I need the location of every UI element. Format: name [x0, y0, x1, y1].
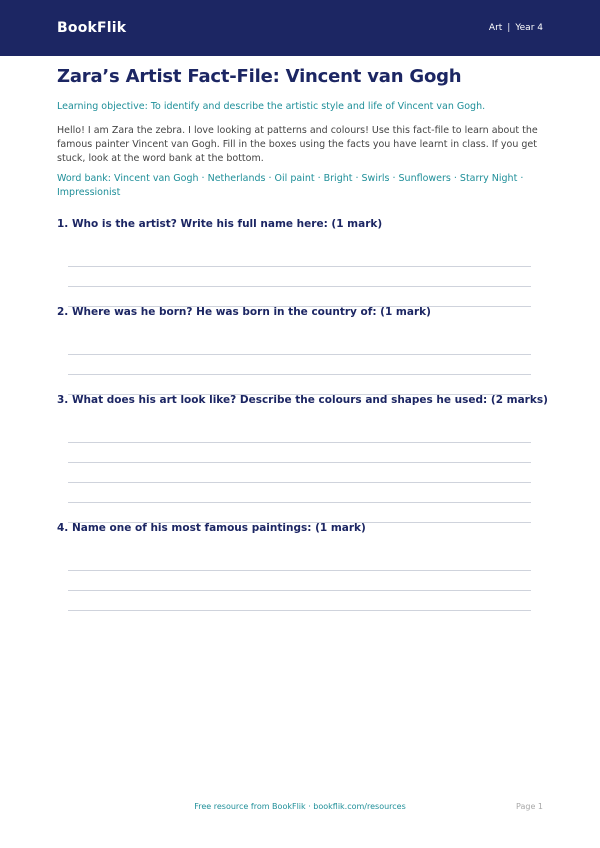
intro-text: Hello! I am Zara the zebra. I love looking at patterns and colours! Use this fact-file to learn about the famous painter Vincent van Gogh. Fill in the boxes using the facts you have learnt in class. If you get stuck, look at the word bank at the bottom. — [57, 125, 538, 164]
page-title: Zara’s Artist Fact-File: Vincent van Gogh — [57, 66, 462, 87]
page-number: Page 1 — [516, 802, 543, 811]
answer-line[interactable] — [68, 502, 531, 503]
answer-line[interactable] — [68, 354, 531, 355]
answer-line[interactable] — [68, 482, 531, 483]
answer-line[interactable] — [68, 442, 531, 443]
answer-line[interactable] — [68, 462, 531, 463]
answer-line[interactable] — [68, 286, 531, 287]
answer-line[interactable] — [68, 374, 531, 375]
answer-line[interactable] — [68, 590, 531, 591]
footer-link[interactable]: Free resource from BookFlik · bookflik.com/resources — [194, 802, 406, 811]
question-2: 2. Where was he born? He was born in the country of: (1 mark) — [57, 306, 431, 318]
question-4: 4. Name one of his most famous paintings: (1 mark) — [57, 522, 366, 534]
answer-line[interactable] — [68, 570, 531, 571]
subject-year — [489, 23, 543, 33]
page-header — [0, 0, 600, 56]
brand-logo[interactable]: BookFlik — [57, 20, 127, 36]
separator: | — [507, 23, 511, 33]
question-3: 3. What does his art look like? Describe the colours and shapes he used: (2 marks) — [57, 394, 548, 406]
year-label: Year 4 — [515, 23, 543, 33]
learning-objective: Learning objective: To identify and describe the artistic style and life of Vincent van Gogh. — [57, 101, 486, 112]
answer-line[interactable] — [68, 266, 531, 267]
question-1: 1. Who is the artist? Write his full name here: (1 mark) — [57, 218, 383, 230]
answer-line[interactable] — [68, 610, 531, 611]
subject-label: Art — [488, 23, 503, 33]
word-bank: Word bank: Vincent van Gogh · Netherlands · Oil paint · Bright · Swirls · Sunflowers · Starry Night · Impressionist — [57, 173, 524, 198]
